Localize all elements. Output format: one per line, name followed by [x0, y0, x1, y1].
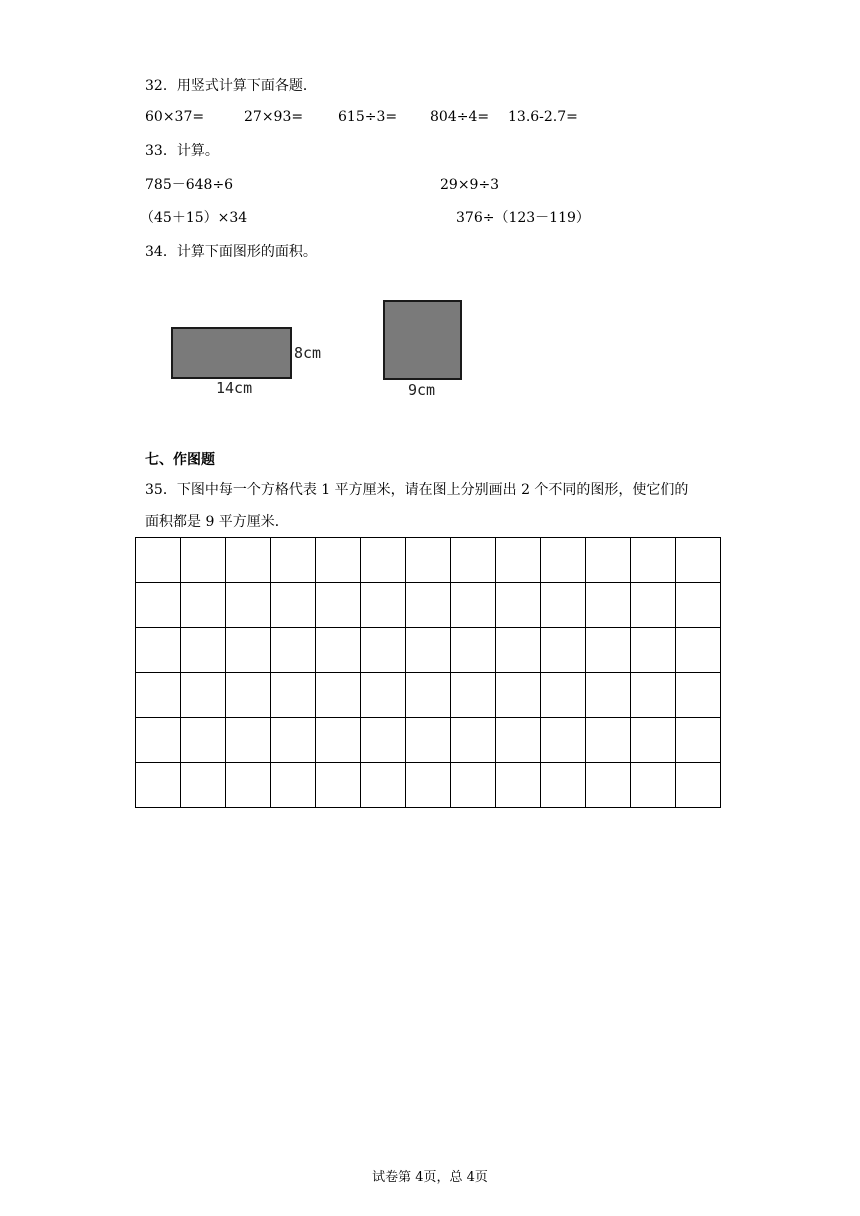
grid-cell[interactable] — [496, 628, 541, 673]
grid-cell[interactable] — [316, 763, 361, 808]
grid-cell[interactable] — [226, 628, 271, 673]
grid-cell[interactable] — [181, 583, 226, 628]
q32-item-2: 27×93= — [244, 109, 304, 125]
q35-line-1: 35．下图中每一个方格代表 1 平方厘米，请在图上分别画出 2 个不同的图形，使它们的 — [145, 482, 689, 498]
grid-cell[interactable] — [541, 763, 586, 808]
grid-cell[interactable] — [271, 583, 316, 628]
grid-cell[interactable] — [676, 763, 721, 808]
grid-cell[interactable] — [226, 538, 271, 583]
q33-title: 33．计算。 — [145, 143, 219, 159]
grid-cell[interactable] — [541, 628, 586, 673]
grid-cell[interactable] — [226, 583, 271, 628]
square-figure — [383, 300, 462, 380]
q32-item-4: 804÷4= — [430, 109, 490, 125]
q32-item-3: 615÷3= — [338, 109, 398, 125]
grid-cell[interactable] — [586, 583, 631, 628]
q33-item-2: 29×9÷3 — [440, 177, 500, 193]
grid-cell[interactable] — [541, 673, 586, 718]
grid-cell[interactable] — [586, 628, 631, 673]
grid-cell[interactable] — [451, 538, 496, 583]
grid-cell[interactable] — [406, 628, 451, 673]
q32-title: 32．用竖式计算下面各题． — [145, 78, 317, 94]
grid-row — [136, 673, 721, 718]
grid-cell[interactable] — [181, 628, 226, 673]
q33-item-3: （45＋15）×34 — [140, 210, 248, 226]
grid-cell[interactable] — [136, 763, 181, 808]
grid-cell[interactable] — [406, 673, 451, 718]
grid-cell[interactable] — [406, 538, 451, 583]
grid-cell[interactable] — [226, 763, 271, 808]
grid-row — [136, 628, 721, 673]
grid-cell[interactable] — [271, 763, 316, 808]
grid-row — [136, 718, 721, 763]
grid-cell[interactable] — [136, 718, 181, 763]
grid-cell[interactable] — [631, 763, 676, 808]
grid-cell[interactable] — [586, 763, 631, 808]
rectangle-width-label: 14cm — [216, 379, 253, 397]
grid-cell[interactable] — [316, 628, 361, 673]
grid-cell[interactable] — [361, 718, 406, 763]
grid-cell[interactable] — [271, 718, 316, 763]
grid-cell[interactable] — [271, 628, 316, 673]
grid-cell[interactable] — [451, 673, 496, 718]
section-heading: 七、作图题 — [145, 452, 215, 468]
grid-cell[interactable] — [496, 538, 541, 583]
grid-cell[interactable] — [406, 583, 451, 628]
grid-cell[interactable] — [451, 718, 496, 763]
grid-cell[interactable] — [496, 763, 541, 808]
grid-cell[interactable] — [451, 628, 496, 673]
grid-cell[interactable] — [676, 583, 721, 628]
q35-line-2: 面积都是 9 平方厘米． — [145, 514, 289, 530]
grid-cell[interactable] — [361, 538, 406, 583]
grid-cell[interactable] — [361, 583, 406, 628]
grid-cell[interactable] — [541, 538, 586, 583]
q33-item-4: 376÷（123－119） — [456, 210, 590, 226]
grid-cell[interactable] — [451, 583, 496, 628]
q34-title: 34．计算下面图形的面积。 — [145, 244, 317, 260]
grid-cell[interactable] — [586, 538, 631, 583]
rectangle-height-label: 8cm — [294, 344, 322, 362]
grid-cell[interactable] — [181, 538, 226, 583]
grid-row — [136, 583, 721, 628]
grid-cell[interactable] — [496, 718, 541, 763]
grid-cell[interactable] — [361, 673, 406, 718]
grid-cell[interactable] — [361, 763, 406, 808]
grid-cell[interactable] — [136, 673, 181, 718]
grid-cell[interactable] — [631, 538, 676, 583]
grid-cell[interactable] — [271, 673, 316, 718]
grid-cell[interactable] — [181, 718, 226, 763]
grid-cell[interactable] — [316, 718, 361, 763]
square-side-label: 9cm — [408, 381, 436, 399]
grid-cell[interactable] — [406, 718, 451, 763]
grid-cell[interactable] — [541, 583, 586, 628]
grid-cell[interactable] — [631, 628, 676, 673]
grid-cell[interactable] — [271, 538, 316, 583]
q32-item-5: 13.6-2.7= — [508, 109, 578, 125]
grid-cell[interactable] — [676, 628, 721, 673]
grid-cell[interactable] — [586, 718, 631, 763]
grid-cell[interactable] — [451, 763, 496, 808]
grid-row — [136, 763, 721, 808]
grid-cell[interactable] — [496, 583, 541, 628]
grid-cell[interactable] — [631, 673, 676, 718]
grid-cell[interactable] — [586, 673, 631, 718]
grid-cell[interactable] — [631, 718, 676, 763]
grid-cell[interactable] — [316, 583, 361, 628]
rectangle-figure — [171, 327, 292, 379]
grid-cell[interactable] — [676, 673, 721, 718]
drawing-grid[interactable] — [135, 537, 721, 808]
grid-cell[interactable] — [226, 673, 271, 718]
q32-item-1: 60×37= — [145, 109, 205, 125]
page-footer: 试卷第 4页，总 4页 — [372, 1170, 488, 1185]
grid-cell[interactable] — [136, 538, 181, 583]
grid-row — [136, 538, 721, 583]
grid-cell[interactable] — [406, 763, 451, 808]
q33-item-1: 785－648÷6 — [145, 177, 234, 193]
grid-cell[interactable] — [541, 718, 586, 763]
grid-cell[interactable] — [631, 583, 676, 628]
grid-cell[interactable] — [316, 673, 361, 718]
grid-cell[interactable] — [181, 673, 226, 718]
grid-cell[interactable] — [496, 673, 541, 718]
grid-cell[interactable] — [136, 628, 181, 673]
grid-cell[interactable] — [181, 763, 226, 808]
grid-cell[interactable] — [676, 538, 721, 583]
grid-cell[interactable] — [316, 538, 361, 583]
grid-cell[interactable] — [361, 628, 406, 673]
grid-cell[interactable] — [676, 718, 721, 763]
grid-cell[interactable] — [226, 718, 271, 763]
grid-cell[interactable] — [136, 583, 181, 628]
